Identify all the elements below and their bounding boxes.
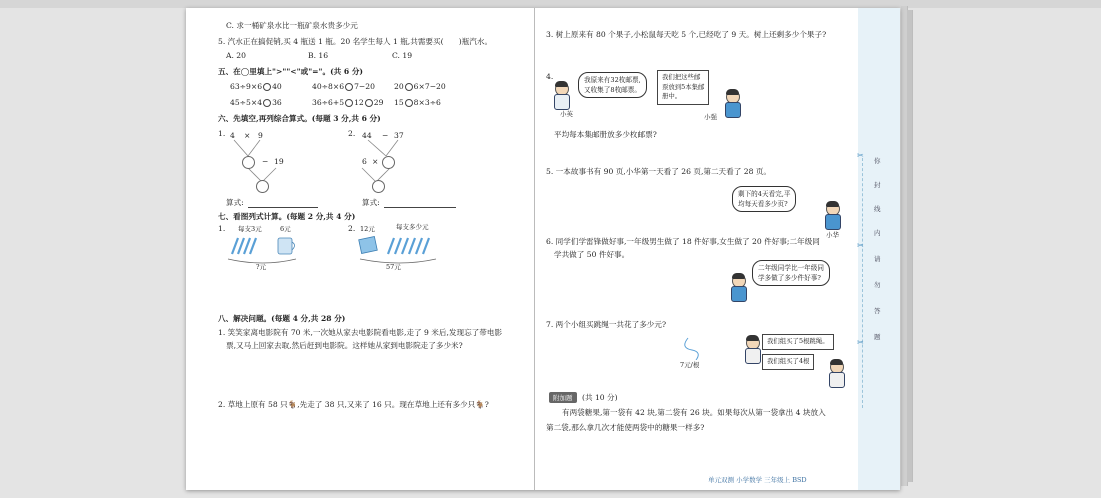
q5-bubble-line-1: 剩下的4天看完,平	[738, 190, 791, 198]
compare-row-2: 15 8×3÷6	[394, 98, 441, 107]
p2-formula-label: 算式:	[362, 198, 380, 207]
box-and-pens-icon	[358, 232, 448, 272]
scissors-icon: ✂	[857, 338, 864, 347]
q4-name-xiaoqiang: 小强	[704, 113, 717, 121]
q4-bubble-1-line-2: 又收集了8枚邮票。	[584, 86, 641, 94]
p2-result-circle[interactable]	[372, 180, 385, 193]
side-char: 答	[874, 307, 881, 315]
right-question-5: 5. 一本故事书有 90 页,小华第一天看了 26 页,第二天看了 28 页。	[546, 167, 772, 176]
q4-box-2-line-1: 我们把这些邮	[662, 73, 701, 81]
pic-1-each-price: 每支3元	[238, 225, 262, 233]
q4-box-2-line-3: 册中。	[662, 92, 682, 100]
section-5-title: 五、在◯里填上">""<"或"="。(共 6 分)	[218, 67, 364, 76]
problem-1-number: 1.	[218, 129, 226, 138]
pic-2-box-price: 12元	[360, 225, 375, 233]
p1-operator: ×	[244, 131, 251, 140]
side-char: 请	[874, 255, 881, 263]
p1-number-a: 4	[230, 131, 235, 140]
pic-2-each-price: 每支多少元	[396, 223, 429, 231]
q6-bubble-line-1: 二年级同学比一年级同	[758, 264, 824, 272]
q5-name-xiaohua: 小华	[826, 231, 839, 239]
scissors-icon: ✂	[857, 241, 864, 250]
problem-8-1-line-1: 1. 笑笑家离电影院有 70 米,一次她从家去电影院看电影,走了 9 米后,发现忘了带电影	[218, 328, 503, 337]
goat-icon: 🐐	[475, 400, 485, 409]
side-char: 线	[874, 205, 881, 213]
p1-number-b: 9	[258, 131, 263, 140]
p2-blank-circle[interactable]	[382, 156, 395, 169]
q5-speech-bubble	[732, 186, 796, 212]
question-5: 5. 汽水正在搞促销,买 4 瓶送 1 瓶。20 名学生每人 1 瓶,共需要买( )瓶汽水。	[218, 37, 493, 46]
section-8-title: 八、解决问题。(每题 4 分,共 28 分)	[218, 314, 346, 323]
top-shadow	[0, 0, 1101, 8]
option-a: A. 20	[226, 51, 246, 60]
q5-bubble-line-2: 均每天看多少页?	[738, 200, 788, 208]
pic-1-cup-price: 6元	[280, 225, 291, 233]
bonus-line-2: 第二袋,那么拿几次才能使两袋中的糖果一样多?	[546, 423, 705, 432]
jump-rope-icon	[680, 336, 710, 360]
option-c-text: C. 求一桶矿泉水比一瓶矿泉水贵多少元	[226, 21, 358, 30]
q4-speech-box-2	[657, 70, 709, 105]
q7-group-2-box: 我们组买了4根	[762, 354, 814, 370]
q7-group-1-box: 我们组买了5根跳绳。	[762, 334, 834, 350]
compare-row-1: 40÷8×6 7−20	[312, 82, 375, 91]
problem-8-2-part-3: ?	[484, 400, 489, 409]
right-question-3: 3. 树上原来有 80 个果子,小松鼠每天吃 5 个,已经吃了 9 天。树上还剩多少个果子?	[546, 30, 827, 39]
right-question-6-line-2: 学共做了 50 件好事。	[554, 250, 630, 259]
page-edge	[907, 10, 913, 482]
workbook-spread	[186, 8, 900, 490]
compare-row-1: 20 6×7−20	[394, 82, 446, 91]
p2-tree-lines	[354, 138, 454, 193]
side-char: 勿	[874, 281, 881, 289]
problem-8-1-line-2: 票,又马上回家去取,然后赶到电影院。这样她从家到电影院走了多少米?	[226, 341, 463, 350]
problem-8-2-part-2: ,先走了 38 只,又来了 16 只。现在草地上还有多少只	[297, 400, 476, 409]
pic-1-total: ?元	[256, 263, 266, 271]
p2-number-a: 44	[362, 131, 372, 140]
section-7-title: 七、看图列式计算。(每题 2 分,共 4 分)	[218, 212, 356, 221]
bonus-tag: 附加题	[549, 392, 577, 403]
q4-bubble-1-line-1: 我原来有32枚邮票,	[584, 76, 641, 84]
right-question-7: 7. 两个小组买跳绳一共花了多少元?	[546, 320, 667, 329]
problem-8-2-part-1: 2. 草地上原有 58 只	[218, 400, 288, 409]
scissors-icon: ✂	[857, 151, 864, 160]
pic-1-number: 1.	[218, 224, 226, 233]
goat-icon: 🐐	[287, 400, 298, 409]
compare-row-2: 45÷5×4 36	[230, 98, 282, 107]
section-6-title: 六、先填空,再列综合算式。(每题 3 分,共 6 分)	[218, 114, 381, 123]
q4-speech-bubble-1	[578, 72, 647, 98]
side-binding-strip	[858, 8, 900, 490]
page-divider	[534, 8, 535, 490]
p1-formula-label: 算式:	[226, 198, 244, 207]
bonus-line-1: 有两袋糖果,第一袋有 42 块,第二袋有 26 块。如果每次从第一袋拿出 4 块放入	[562, 408, 826, 417]
p1-blank-circle[interactable]	[242, 156, 255, 169]
option-b: B. 16	[308, 51, 329, 60]
p2-answer-line[interactable]	[384, 207, 456, 208]
pic-2-total: 57元	[386, 263, 401, 271]
q4-question: 平均每本集邮册放多少枚邮票?	[554, 130, 657, 139]
q6-speech-bubble	[752, 260, 830, 286]
compare-row-1: 63÷9×6 40	[230, 82, 282, 91]
p1-operator-2: −	[262, 157, 269, 166]
option-c: C. 19	[392, 51, 413, 60]
p1-number-c: 19	[274, 157, 284, 166]
right-question-4-number: 4.	[546, 72, 554, 81]
page-footer: 单元双测 小学数学 三年级上 BSD	[708, 476, 807, 484]
side-char: 封	[874, 181, 881, 189]
q4-box-2-line-2: 票放到5本集邮	[662, 82, 705, 91]
p2-operator-2: ×	[372, 157, 379, 166]
cut-line	[862, 158, 864, 408]
problem-8-2	[218, 400, 489, 410]
side-char: 内	[874, 229, 881, 237]
bonus-points: (共 10 分)	[582, 393, 618, 402]
p1-answer-line[interactable]	[248, 207, 318, 208]
side-char: 你	[874, 157, 881, 165]
problem-2-number: 2.	[348, 129, 356, 138]
p1-result-circle[interactable]	[256, 180, 269, 193]
p2-number-c: 6	[362, 157, 367, 166]
pencils-and-cup-icon	[226, 232, 306, 272]
p2-operator: −	[382, 131, 389, 140]
q4-name-xiaoying: 小英	[560, 110, 573, 118]
p2-number-b: 37	[394, 131, 404, 140]
side-char: 题	[874, 333, 881, 341]
right-question-6-line-1: 6. 同学们学雷锋做好事,一年级男生做了 18 件好事,女生做了 20 件好事;二年级同	[546, 237, 820, 246]
pic-2-number: 2.	[348, 224, 356, 233]
q6-bubble-line-2: 学多做了多少件好事?	[758, 274, 821, 282]
compare-row-2: 36÷6+5 12 29	[312, 98, 384, 107]
q7-rope-price: 7元/根	[680, 361, 700, 369]
